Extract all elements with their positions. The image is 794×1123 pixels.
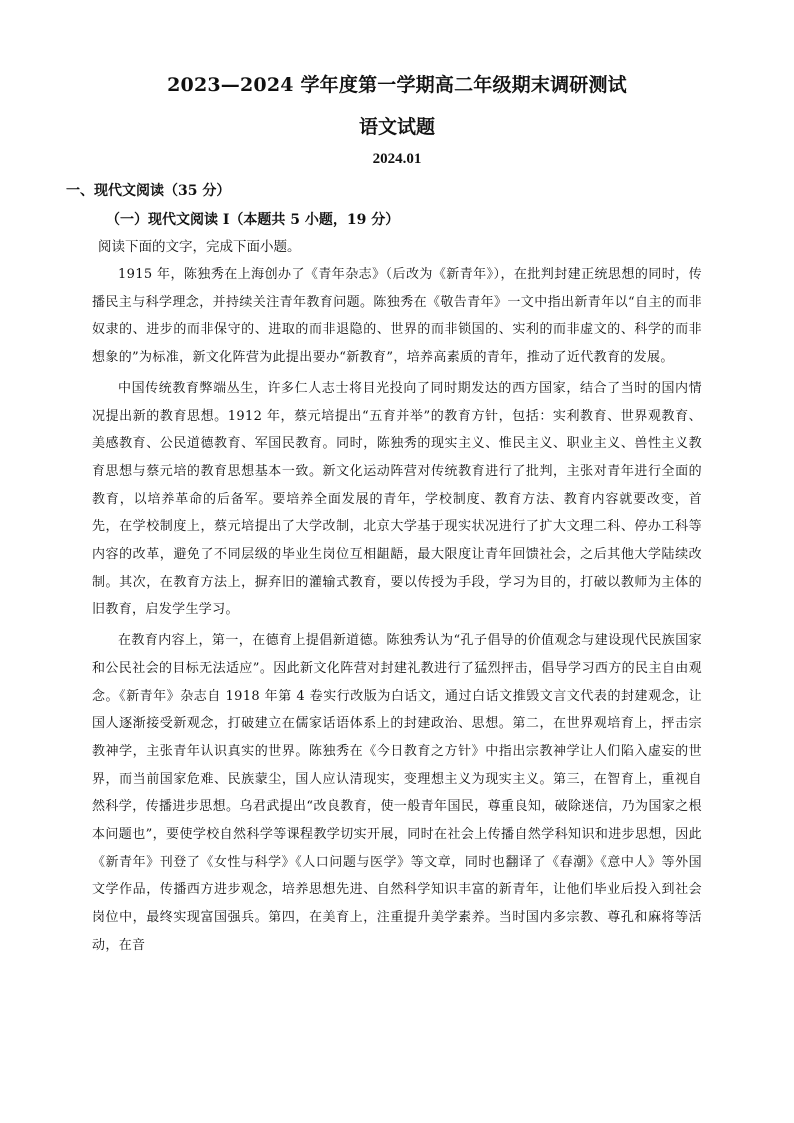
passage-paragraph-1: 1915 年，陈独秀在上海创办了《青年杂志》（后改为《新青年》），在批判封建正统思想的同时，传播民主与科学理念，并持续关注青年教育问题。陈独秀在《敬告青年》一文中指出新青年以“自主的而非奴隶的、进步的而非保守的、进取的而非退隐的、世界的而非锁国的、实利的而非虚文的、科学的而非想象的”为标准，新文化阵营为此提出要办“新教育”，培养高素质的青年，推动了近代教育的发展。 <box>92 267 702 366</box>
reading-instruction: 阅读下面的文字，完成下面小题。 <box>98 239 301 255</box>
exam-title: 2023—2024 学年度第一学期高二年级期末调研测试 <box>167 74 627 96</box>
passage-paragraph-3: 在教育内容上，第一，在德育上提倡新道德。陈独秀认为“孔子倡导的价值观念与建设现代民族国家和公民社会的目标无法适应”。因此新文化阵营对封建礼教进行了猛烈抨击，倡导学习西方的民主自由观念。《新青年》杂志自 1918 年第 4 卷实行改版为白话文，通过白话文推毁文言文代表的封建观念，让国人逐渐接受新观念，打破建立在儒家话语体系上的封建政治、思想。第二，在世界观培育上，抨击宗教神学，主张青年认识真实的世界。陈独秀在《今日教育之方针》中指出宗教神学让人们陷入虚妄的世界，而当前国家危难、民族蒙尘，国人应认清现实，变理想主义为现实主义。第三，在智育上，重视自然科学，传播进步思想。乌君武提出“改良教育，使一般青年国民，尊重良知，破除迷信，乃为国家之根本问题也”，要使学校自然科学等课程教学切实开展，同时在社会上传播自然学科知识和进步思想，因此《新青年》刊登了《女性与科学》《人口问题与医学》等文章，同时也翻译了《春潮》《意中人》等外国文学作品，传播西方进步观念，培养思想先进、自然科学知识丰富的新青年，让他们毕业后投入到社会岗位中，最终实现富国强兵。第四，在美育上，注重提升美学素养。当时国内多宗教、尊孔和麻将等活动，在音 <box>92 633 702 953</box>
section-heading-modern-reading: 一、现代文阅读（35 分） <box>66 183 231 199</box>
passage-paragraph-2: 中国传统教育弊端丛生，许多仁人志士将目光投向了同时期发达的西方国家，结合了当时的国内情况提出新的教育思想。1912 年，蔡元培提出“五育并举”的教育方针，包括：实利教育、世界观教育、美感教育、公民道德教育、军国民教育。同时，陈独秀的现实主义、惟民主义、职业主义、兽性主义教育思想与蔡元培的教育思想基本一致。新文化运动阵营对传统教育进行了批判，主张对青年进行全面的教育，以培养革命的后备军。要培养全面发展的青年，学校制度、教育方法、教育内容就要改变，首先，在学校制度上，蔡元培提出了大学改制，北京大学基于现实状况进行了扩大文理二科、停办工科等内容的改革，避免了不同层级的毕业生岗位互相龃龉，最大限度让青年回馈社会，之后其他大学陆续改制。其次，在教育方法上，摒弃旧的灌输式教育，要以传授为手段，学习为目的，打破以教师为主体的旧教育，启发学生学习。 <box>92 380 702 618</box>
subject-title: 语文试题 <box>358 116 435 138</box>
subsection-heading-reading-1: （一）现代文阅读 I（本题共 5 小题，19 分） <box>106 212 400 228</box>
exam-date: 2024.01 <box>372 151 422 167</box>
reading-passage <box>92 261 702 960</box>
